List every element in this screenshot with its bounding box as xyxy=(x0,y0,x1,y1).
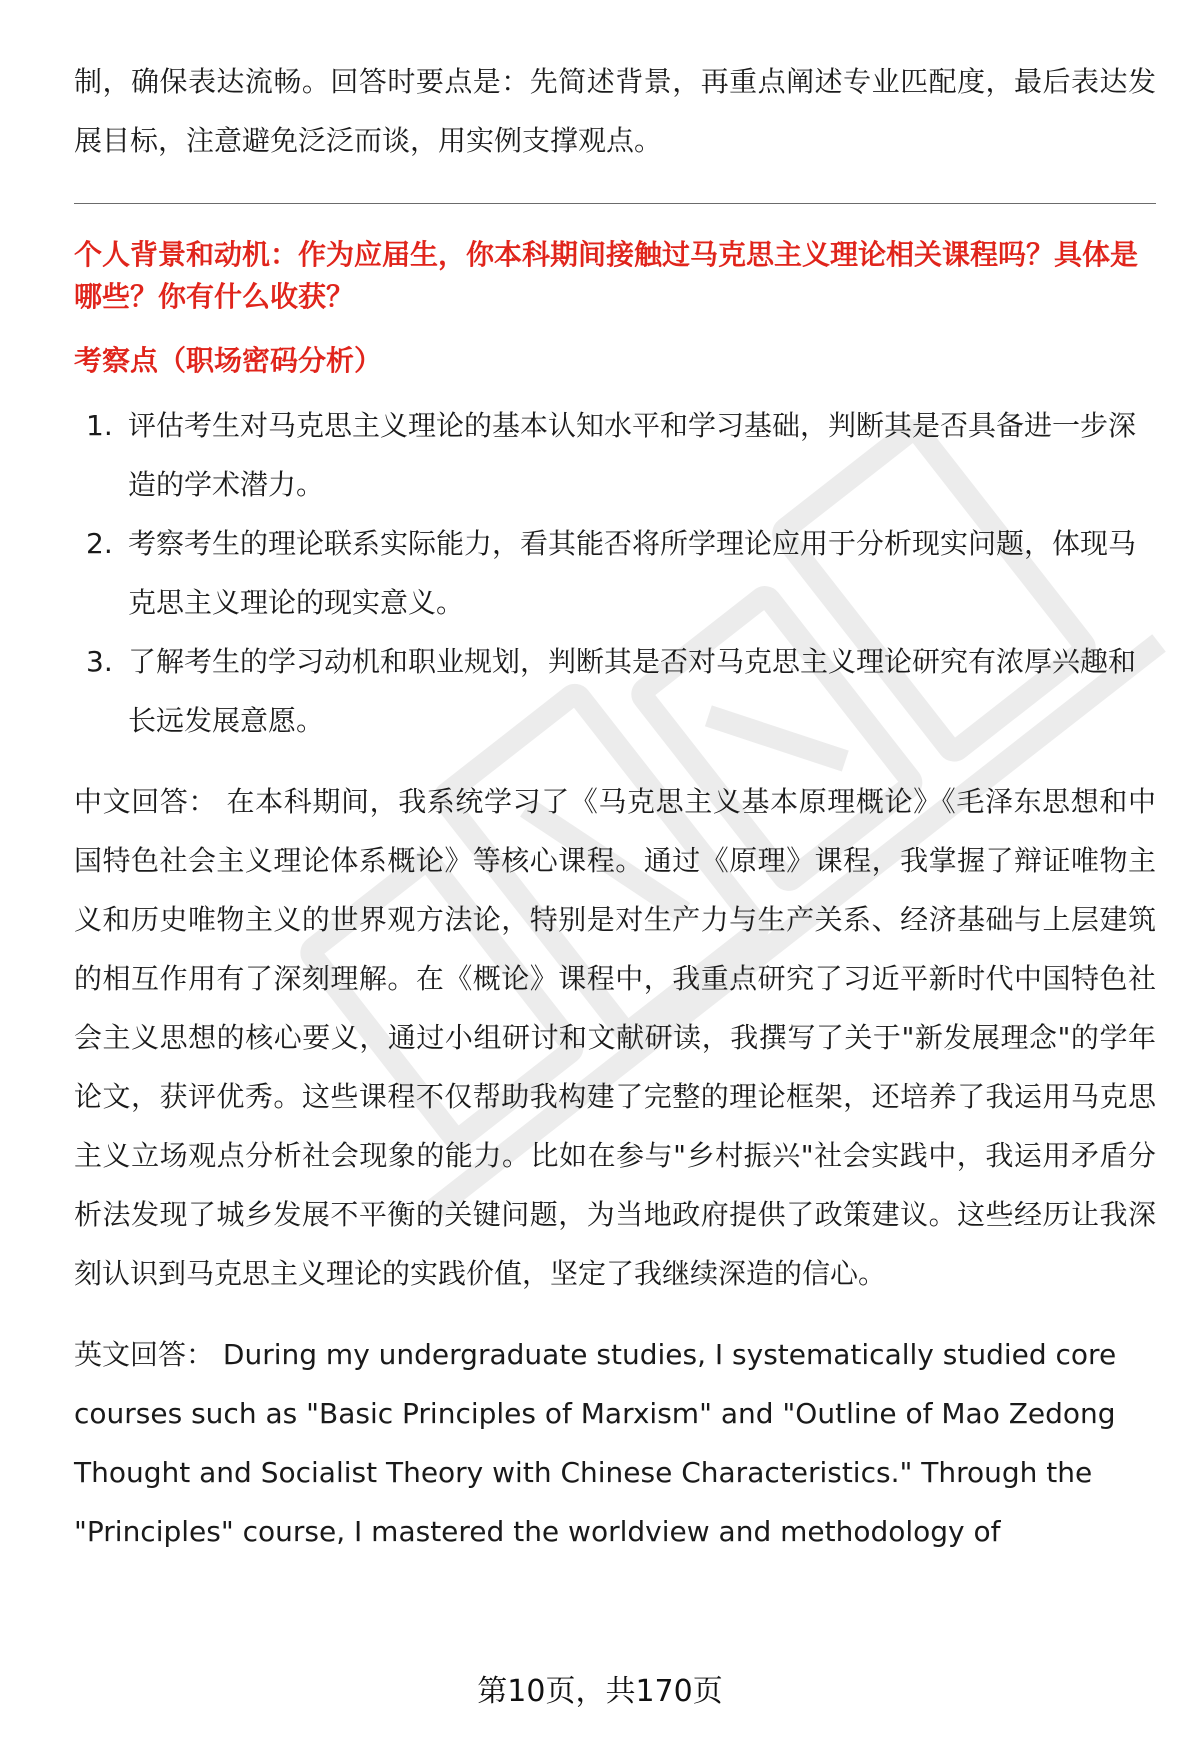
section-divider xyxy=(74,203,1156,204)
list-item xyxy=(74,632,1156,750)
chinese-answer: 中文回答： 在本科期间，我系统学习了《马克思主义基本原理概论》《毛泽东思想和中国特色社会主义理论体系概论》等核心课程。通过《原理》课程，我掌握了辩证唯物主义和历史唯物主义的世界观方法论，特别是对生产力与生产关系、经济基础与上层建筑的相互作用有了深刻理解。在《概论》课程中，我重点研究了习近平新时代中国特色社会主义思想的核心要义，通过小组研讨和文献研读，我撰写了关于"新发展理念"的学年论文，获评优秀。这些课程不仅帮助我构建了完整的理论框架，还培养了我运用马克思主义立场观点分析社会现象的能力。比如在参与"乡村振兴"社会实践中，我运用矛盾分析法发现了城乡发展不平衡的关键问题，为当地政府提供了政策建议。这些经历让我深刻认识到马克思主义理论的实践价值，坚定了我继续深造的信心。 xyxy=(74,785,1156,1290)
list-item-number: 3. xyxy=(86,645,113,678)
list-item xyxy=(74,514,1156,632)
assessment-heading: 考察点（职场密码分析） xyxy=(74,344,383,377)
list-item-text: 评估考生对马克思主义理论的基本认知水平和学习基础，判断其是否具备进一步深造的学术潜力。 xyxy=(128,409,1137,501)
list-item-number: 2. xyxy=(86,527,113,560)
english-answer: 英文回答： During my undergraduate studies, I systematically studied core courses such as "Basic Principles of Marxism" and "Outline of Mao Zedong Thought and Socialist Theory with Chinese Characteristics." Through the "Principles" course, I mastered the worldview and methodology of xyxy=(74,1338,1117,1548)
document-page xyxy=(74,52,1156,1561)
list-item-text: 考察考生的理论联系实际能力，看其能否将所学理论应用于分析现实问题，体现马克思主义理论的现实意义。 xyxy=(128,527,1137,619)
list-item xyxy=(74,396,1156,514)
list-item-text: 了解考生的学习动机和职业规划，判断其是否对马克思主义理论研究有浓厚兴趣和长远发展意愿。 xyxy=(128,645,1137,737)
page-footer: 第10页，共170页 xyxy=(477,1674,723,1709)
assessment-points-list xyxy=(74,396,1156,750)
question-heading: 个人背景和动机：作为应届生，你本科期间接触过马克思主义理论相关课程吗？具体是哪些？你有什么收获？ xyxy=(74,238,1139,313)
intro-paragraph: 制，确保表达流畅。回答时要点是：先简述背景，再重点阐述专业匹配度，最后表达发展目标，注意避免泛泛而谈，用实例支撑观点。 xyxy=(74,65,1156,157)
list-item-number: 1. xyxy=(86,409,113,442)
